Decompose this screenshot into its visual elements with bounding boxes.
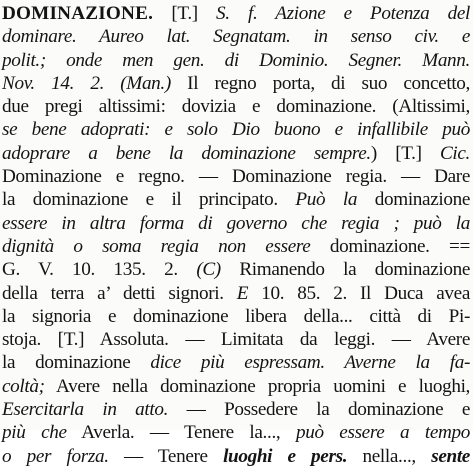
entry-line xyxy=(2,212,470,235)
entry-line xyxy=(2,235,470,258)
text-run: — Tenere xyxy=(108,445,224,467)
italic-run: sente xyxy=(431,445,470,467)
italic-run: Esercitarla in atto. xyxy=(2,399,169,421)
italic-run: più che xyxy=(2,422,67,444)
text-run: G. V. 10. 135. 2. xyxy=(2,259,197,281)
text-run: Rimanendo la dominazione xyxy=(220,259,471,281)
italic-run: S. f. Azione e Potenza del xyxy=(216,3,470,24)
italic-run: dominare. Aureo lat. Segnatam. in senso civ. e xyxy=(2,26,470,48)
text-run: la dominazione xyxy=(2,352,151,374)
italic-run: adoprare a bene la dominazione sempre. xyxy=(2,142,371,164)
italic-run: polit.; onde men gen. di Dominio. Segner. Mann. xyxy=(2,49,470,71)
italic-run: dice più espressam. Averne la fa- xyxy=(150,352,470,374)
italic-run: o per forza. xyxy=(2,445,109,467)
italic-run: può essere a tempo xyxy=(295,422,470,444)
entry-line xyxy=(2,142,470,165)
entry-line xyxy=(2,25,470,48)
text-run: [T.] xyxy=(153,3,217,24)
italic-run: essere in altra forma di governo che regia ; può la xyxy=(2,212,470,234)
text-run: nella..., xyxy=(347,445,432,467)
text-run: Averla. — Tenere la..., xyxy=(66,422,296,444)
entry-line xyxy=(2,188,470,211)
entry-line xyxy=(2,375,470,398)
entry-line xyxy=(2,49,470,72)
italic-run: coltà; xyxy=(2,375,45,397)
dictionary-entry-dominazione xyxy=(2,2,470,468)
entry-line xyxy=(2,165,470,188)
text-run: ) [T.] xyxy=(370,142,440,164)
text-run: Dominazione e regno. — Dominazione regia. — Dare xyxy=(2,166,470,188)
entry-line xyxy=(2,445,470,468)
entry-line xyxy=(2,305,470,328)
italic-run: Può la xyxy=(295,189,358,211)
entry-line xyxy=(2,421,470,444)
entry-line xyxy=(2,2,470,25)
italic-run: E xyxy=(236,282,249,304)
entry-line xyxy=(2,351,470,374)
text-run: della terra a’ detti signori. xyxy=(2,282,237,304)
headword: DOMINAZIONE. xyxy=(2,3,154,24)
text-run: stoja. [T.] Assoluta. — Limitata da leggi. — Avere xyxy=(2,329,470,351)
italic-run: se bene adoprati: e solo Dio buono e infallibile può xyxy=(2,119,470,141)
entry-line xyxy=(2,72,470,95)
italic-run: luoghi e pers. xyxy=(223,445,348,467)
italic-run: (C) xyxy=(196,259,221,281)
entry-line xyxy=(2,282,470,305)
entry-line xyxy=(2,118,470,141)
text-run: 10. 85. 2. Il Duca avea xyxy=(248,282,470,304)
entry-line xyxy=(2,258,470,281)
text-run: due pregi altissimi: dovizia e dominazione. (Altissimi, xyxy=(2,96,470,118)
entry-line xyxy=(2,328,470,351)
entry-line xyxy=(2,95,470,118)
entry-line xyxy=(2,398,470,421)
text-run: dominazione. == xyxy=(310,235,470,257)
italic-run: Nov. 14. 2. (Man.) xyxy=(2,72,171,94)
italic-run: Cic. xyxy=(439,142,470,164)
text-run: dominazione xyxy=(357,189,471,211)
text-run: — Possedere la dominazione e xyxy=(168,399,470,421)
text-run: Avere nella dominazione propria uomini e luoghi, xyxy=(44,375,470,397)
text-run: la dominazione e il principato. xyxy=(2,189,296,211)
italic-run: dignità o soma regia non essere xyxy=(2,235,311,257)
text-run: Il regno porta, di suo concetto, xyxy=(170,72,470,94)
text-run: la signoria e dominazione libera della... città di Pi- xyxy=(2,305,470,327)
